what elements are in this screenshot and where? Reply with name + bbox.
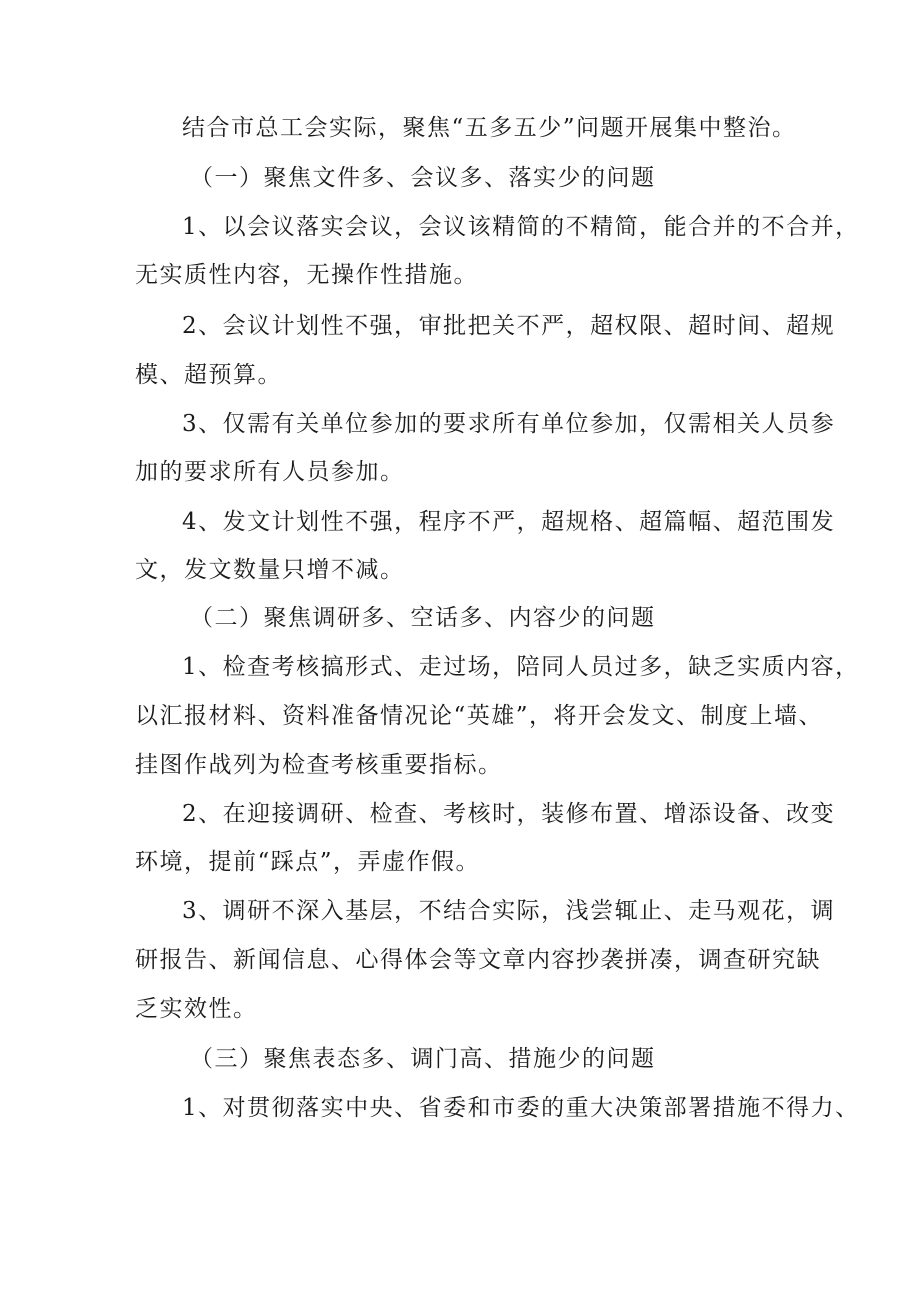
section-2-item-3-line-3: 乏实效性。 [135,996,258,1022]
section-1-item-1-line-1: 1、以会议落实会议，会议该精简的不精简，能合并的不合并， [182,214,860,240]
section-2-heading: （二）聚焦调研多、空话多、内容少的问题 [190,605,656,631]
section-1-heading: （一）聚焦文件多、会议多、落实少的问题 [190,165,656,191]
section-2-item-1-line-3: 挂图作战列为检查考核重要指标。 [135,752,503,778]
section-1-item-3-line-1: 3、仅需有关单位参加的要求所有单位参加，仅需相关人员参 [182,411,836,437]
section-1-item-2-line-1: 2、会议计划性不强，审批把关不严，超权限、超时间、超规 [182,313,836,339]
section-2-item-1-line-1: 1、检查考核搞形式、走过场，陪同人员过多，缺乏实质内容， [182,654,860,680]
section-2-item-3-line-2: 研报告、新闻信息、心得体会等文章内容抄袭拼凑，调查研究缺 [135,947,821,973]
section-1-item-4-line-1: 4、发文计划性不强，程序不严，超规格、超篇幅、超范围发 [182,509,836,535]
section-1-item-2-line-2: 模、超预算。 [135,362,282,388]
section-3-heading: （三）聚焦表态多、调门高、措施少的问题 [190,1046,656,1072]
section-2-item-3-line-1: 3、调研不深入基层，不结合实际，浅尝辄止、走马观花，调 [182,898,836,924]
section-1-item-4-line-2: 文，发文数量只增不减。 [135,557,405,583]
section-2-item-2-line-2: 环境，提前“踩点”，弄虚作假。 [135,849,481,875]
section-2-item-2-line-1: 2、在迎接调研、检查、考核时，装修布置、增添设备、改变 [182,801,836,827]
section-3-item-1-line-1: 1、对贯彻落实中央、省委和市委的重大决策部署措施不得力、 [182,1095,860,1121]
section-1-item-3-line-2: 加的要求所有人员参加。 [135,459,405,485]
section-2-item-1-line-2: 以汇报材料、资料准备情况论“英雄”，将开会发文、制度上墙、 [135,703,824,729]
section-1-item-1-line-2: 无实质性内容，无操作性措施。 [135,262,478,288]
intro-paragraph: 结合市总工会实际，聚焦“五多五少”问题开展集中整治。 [182,115,797,141]
